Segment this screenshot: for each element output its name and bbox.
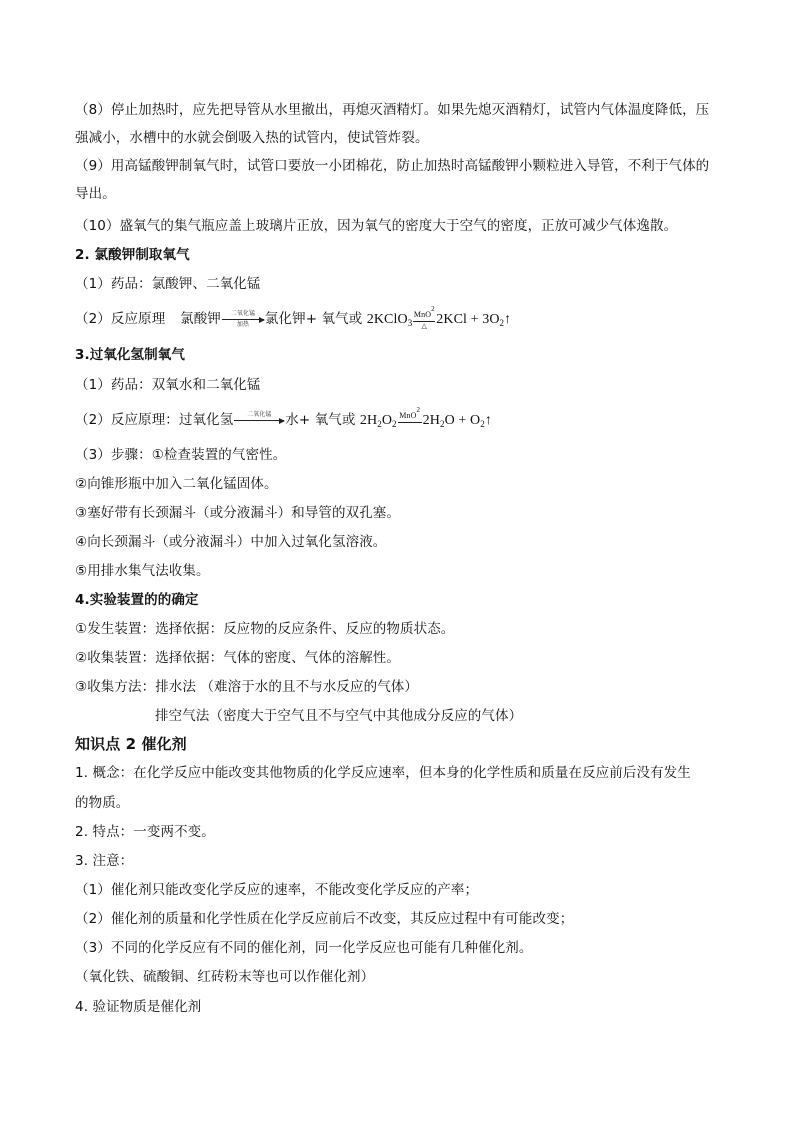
text-line: （2）催化剂的质量和化学性质在化学反应前后不改变，其反应过程中有可能改变； (75, 911, 574, 927)
reaction-prefix: （2）反应原理 (75, 311, 166, 327)
products: 氯化钾+ 氧气或 (264, 311, 363, 327)
text-line: （1）药品：双氧水和二氧化锰 (75, 377, 261, 393)
text-line: （10）盛氧气的集气瓶应盖上玻璃片正放，因为氧气的密度大于空气的密度，正放可减少气体逸散。 (75, 218, 678, 234)
text-line: ⑤用排水集气法收集。 (75, 563, 210, 579)
reactant: 过氧化氢 (178, 412, 234, 428)
products: 水+ 氧气或 (285, 412, 356, 428)
text-line: 2. 特点：一变两不变。 (75, 824, 215, 840)
text-line: ②收集装置：选择依据：气体的密度、气体的溶解性。 (75, 650, 401, 666)
text-line: （氧化铁、硫酸铜、红砖粉末等也可以作催化剂） (75, 969, 375, 985)
text-line: （1）催化剂只能改变化学反应的速率，不能改变化学反应的产率； (75, 882, 479, 898)
reactant: 氯酸钾 (180, 311, 221, 327)
chemical-equation: $2H_2O_2$ MnO$^2$ $2H_2O$ + $O_2↑$ (359, 406, 492, 429)
chemical-equation: 2KClO$_3$ MnO$^2$ △ $2KCl + 3O_2↑$ (366, 305, 512, 331)
text-line: ③收集方法：排水法 （难溶于水的且不与水反应的气体） (75, 679, 418, 695)
text-line: 强减小，水槽中的水就会倒吸入热的试管内，使试管炸裂。 (75, 130, 429, 146)
reaction-equation-h2o2 (75, 406, 492, 431)
text-line: （3）步骤：①检查装置的气密性。 (75, 447, 287, 463)
text-line: 的物质。 (75, 795, 130, 811)
section-heading: 3.过氧化氢制氧气 (75, 347, 185, 363)
text-line: （9）用高锰酸钾制氧气时，试管口要放一小团棉花，防止加热时高锰酸钾小颗粒进入导管，不利于气体的 (75, 158, 710, 174)
text-line: 3. 注意： (75, 853, 134, 869)
text-line: （3）不同的化学反应有不同的催化剂，同一化学反应也可能有几种催化剂。 (75, 940, 533, 956)
knowledge-point-heading: 知识点 2 催化剂 (75, 735, 187, 753)
text-line: 排空气法（密度大于空气且不与空气中其他成分反应的气体） (155, 708, 523, 724)
reaction-equation-kclo3 (75, 305, 512, 331)
text-line: ③塞好带有长颈漏斗（或分液漏斗）和导管的双孔塞。 (75, 505, 401, 521)
text-line: 4. 验证物质是催化剂 (75, 999, 202, 1015)
text-line: （8）停止加热时，应先把导管从水里撤出，再熄灭酒精灯。如果先熄灭酒精灯，试管内气体温度降低，压 (75, 102, 710, 118)
text-line: 导出。 (75, 186, 116, 202)
text-line: ①发生装置：选择依据：反应物的反应条件、反应的物质状态。 (75, 621, 455, 637)
section-heading: 4.实验装置的的确定 (75, 592, 199, 608)
text-line: ④向长颈漏斗（或分液漏斗）中加入过氧化氢溶液。 (75, 534, 387, 550)
reaction-arrow: 二氧化锰 加热 (222, 319, 264, 320)
text-line: （1）药品：氯酸钾、二氧化锰 (75, 276, 261, 292)
reaction-arrow: 二氧化锰 (234, 420, 284, 421)
section-heading: 2. 氯酸钾制取氧气 (75, 247, 190, 263)
text-line: ②向锥形瓶中加入二氧化锰固体。 (75, 476, 278, 492)
reaction-prefix: （2）反应原理： (75, 412, 179, 428)
text-line: 1. 概念：在化学反应中能改变其他物质的化学反应速率，但本身的化学性质和质量在反应前后没有发生 (75, 765, 691, 781)
